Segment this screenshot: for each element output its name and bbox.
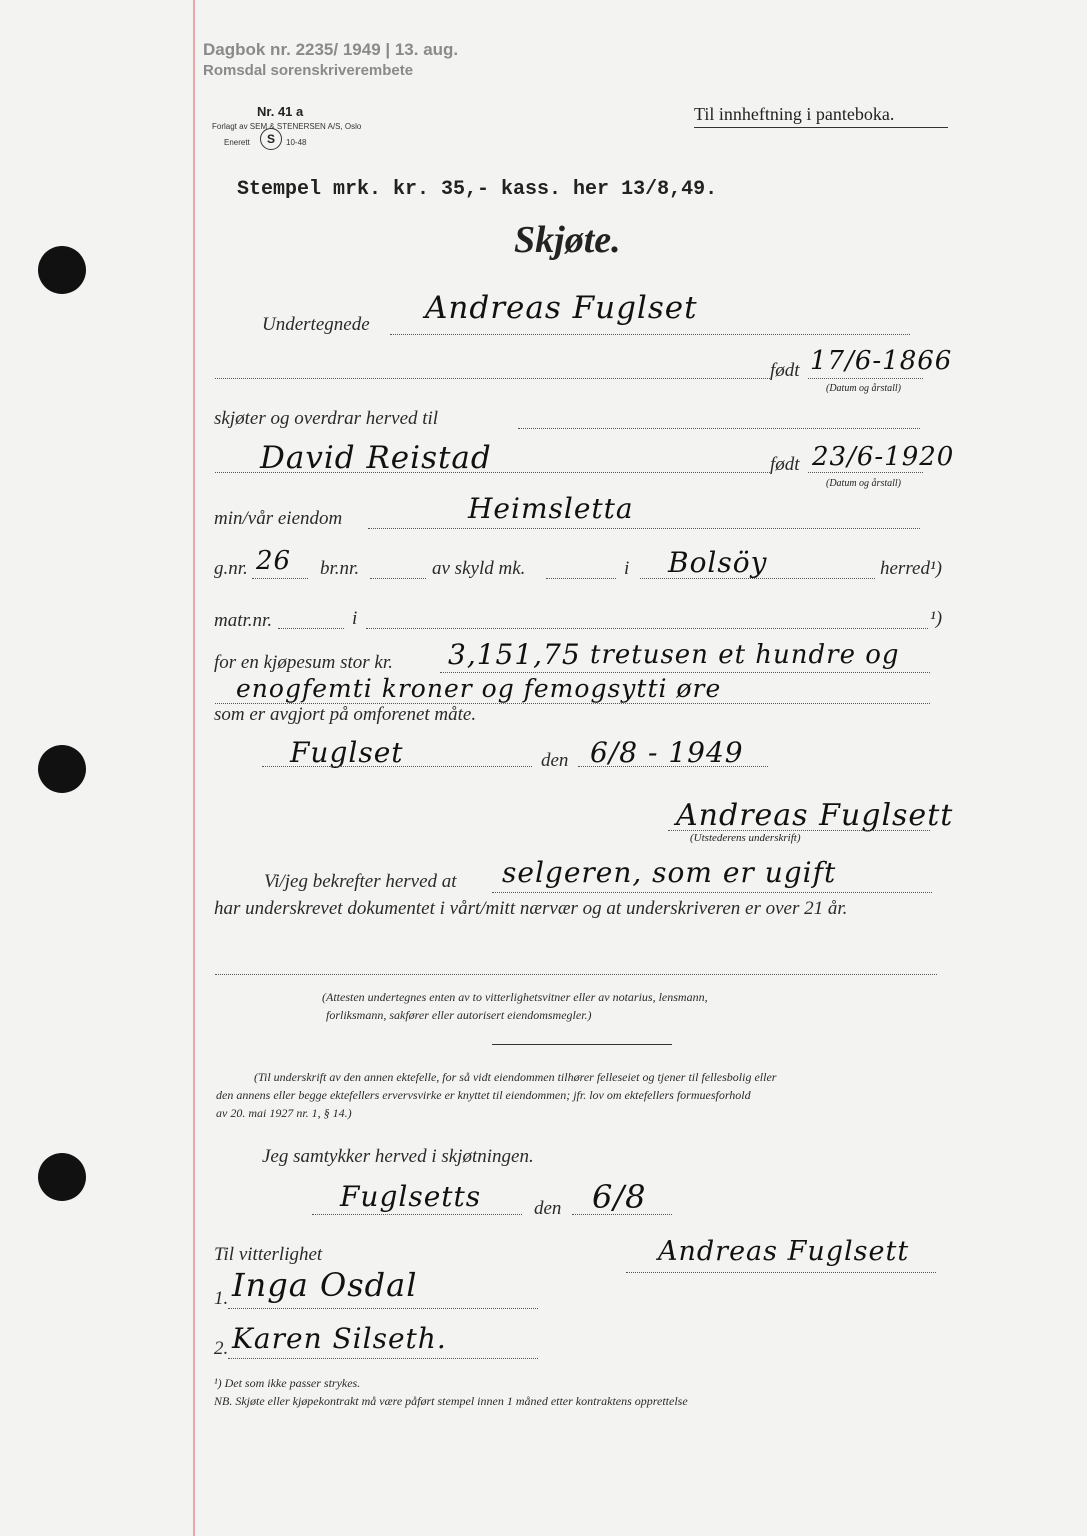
skyld-label: av skyld mk. [432, 558, 526, 579]
transfer-label: skjøter og overdrar herved til [214, 408, 439, 429]
price-settled: som er avgjort på omforenet måte. [214, 704, 477, 725]
spouse-note-3: av 20. mai 1927 nr. 1, § 14.) [216, 1106, 352, 1120]
attest-note-2: forliksmann, sakfører eller autorisert eiendomsmegler.) [326, 1008, 592, 1022]
buyer-name: David Reistad [260, 440, 492, 476]
seller-born-line [808, 378, 923, 379]
consent-signature-line [626, 1272, 936, 1273]
gnr-line [252, 578, 308, 579]
buyer-born-hint: (Datum og årstall) [826, 478, 901, 489]
buyer-born-date: 23/6-1920 [812, 442, 955, 472]
attest-note-1: (Attesten undertegnes enten av to vitterlighetsvitner eller av notarius, lensmann, [322, 990, 708, 1004]
property-label: min/vår eiendom [214, 508, 343, 529]
issuer-signature-label: (Utstederens underskrift) [690, 832, 801, 844]
gnr-value: 26 [256, 546, 292, 576]
date-value: 6/8 - 1949 [590, 736, 744, 769]
price-words-2: enogfemti kroner og femogsytti øre [236, 674, 722, 703]
seller-line2 [215, 378, 770, 379]
attest-blank-line [215, 974, 937, 975]
form-number: Nr. 41 a [257, 104, 304, 119]
seller-born-label: født [770, 360, 800, 381]
consent-text: Jeg samtykker herved i skjøtningen. [262, 1146, 534, 1167]
witness-1-number: 1. [214, 1288, 229, 1309]
date-line [578, 766, 768, 767]
publisher-line3: 10-48 [286, 138, 307, 147]
witness-1-line [228, 1308, 538, 1309]
herred-name: Bolsöy [668, 546, 768, 579]
i-label: i [624, 558, 630, 579]
witness-2-name: Karen Silseth. [232, 1322, 447, 1355]
punch-hole [38, 246, 86, 294]
property-name: Heimsletta [468, 492, 634, 525]
transfer-line [518, 428, 920, 429]
witnesses-label: Til vitterlighet [214, 1244, 323, 1265]
consent-place-line [312, 1214, 522, 1215]
price-amount: 3,151,75 [448, 638, 581, 671]
footnote-2: NB. Skjøte eller kjøpekontrakt må være påført stempel innen 1 måned etter kontraktens opprettelse [214, 1394, 688, 1408]
herred-label: herred¹) [880, 558, 942, 579]
consent-date: 6/8 [592, 1178, 647, 1216]
witness-confirm-prefix: Vi/jeg bekrefter herved at [264, 871, 457, 892]
consent-place: Fuglsetts [340, 1180, 482, 1213]
gnr-label: g.nr. [214, 558, 248, 579]
witness-2-number: 2. [214, 1338, 229, 1359]
witness-confirm-line2: har underskrevet dokumentet i vårt/mitt nærvær og at underskriveren er over 21 år. [214, 898, 848, 919]
matr-line [278, 628, 344, 629]
price-words-1: tretusen et hundre og [590, 640, 900, 670]
matr-label: matr.nr. [214, 610, 273, 631]
binding-note: Til innheftning i panteboka. [694, 104, 895, 124]
buyer-born-line [808, 472, 923, 473]
publisher-logo: S [260, 128, 282, 150]
spouse-note-1: (Til underskrift av den annen ektefelle, for så vidt eiendommen tilhører felleseiet og tjener til fellesbolig eller [254, 1070, 777, 1084]
price-line [440, 672, 930, 673]
matr-i-line [366, 628, 928, 629]
punch-hole [38, 1153, 86, 1201]
property-line [368, 528, 920, 529]
registry-stamp-line2: Romsdal sorenskriverembete [203, 62, 414, 79]
separator [492, 1044, 672, 1045]
seller-born-date: 17/6-1866 [810, 346, 953, 376]
registry-stamp-line1: Dagbok nr. 2235/ 1949 | 13. aug. [203, 40, 459, 59]
seller-line [390, 334, 910, 335]
document-title: Skjøte. [514, 219, 621, 261]
footnote-1: ¹) Det som ikke passer strykes. [214, 1376, 361, 1390]
witness-2-line [228, 1358, 538, 1359]
issuer-signature: Andreas Fuglsett [676, 798, 954, 833]
witness-confirm-line [492, 892, 932, 893]
issuer-signature-line [668, 830, 930, 831]
place: Fuglset [290, 736, 404, 769]
place-line [262, 766, 532, 767]
matr-i-label: i [352, 608, 358, 629]
margin-line [193, 0, 195, 1536]
consent-date-line [572, 1214, 672, 1215]
skyld-line [546, 578, 616, 579]
consent-den: den [534, 1198, 562, 1219]
matr-end: ¹) [930, 608, 943, 629]
seller-name: Andreas Fuglset [425, 290, 698, 326]
witness-1-name: Inga Osdal [232, 1266, 418, 1304]
seller-born-hint: (Datum og årstall) [826, 383, 901, 394]
publisher-line1: Forlagt av SEM & STENERSEN A/S, Oslo [212, 122, 362, 131]
binding-note-underline [694, 127, 948, 128]
price-label: for en kjøpesum stor kr. [214, 652, 393, 673]
buyer-born-label: født [770, 454, 800, 475]
date-den: den [541, 750, 569, 771]
witness-confirm-handwritten: selgeren, som er ugift [502, 856, 837, 889]
herred-line [640, 578, 875, 579]
spouse-note-2: den annens eller begge ektefellers ervervsvirke er knyttet til eiendommen; jfr. lov om ektefellers formuesforhold [216, 1088, 751, 1102]
buyer-line [215, 472, 770, 473]
consent-signature: Andreas Fuglsett [658, 1236, 910, 1267]
stamp-fee-note: Stempel mrk. kr. 35,- kass. her 13/8,49. [237, 178, 718, 201]
seller-label: Undertegnede [262, 314, 370, 335]
brnr-label: br.nr. [320, 558, 360, 579]
punch-hole [38, 745, 86, 793]
publisher-line2: Enerett [224, 138, 250, 147]
brnr-line [370, 578, 426, 579]
